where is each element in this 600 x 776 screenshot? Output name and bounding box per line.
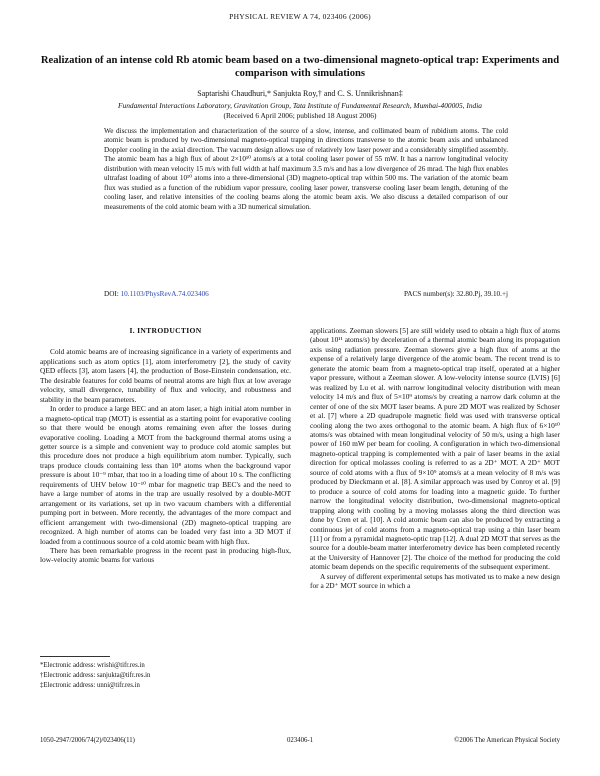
doi-link[interactable]: 10.1103/PhysRevA.74.023406 <box>120 290 209 298</box>
column-left <box>40 326 291 565</box>
footer-issn: 1050-2947/2006/74(2)/023406(11) <box>40 737 135 744</box>
column-right <box>310 326 560 591</box>
section-heading: I. INTRODUCTION <box>129 326 202 335</box>
paragraph: A survey of different experimental setups has motivated us to make a new design for a 2D⁺ MOT source in which a <box>310 571 560 591</box>
footnote-email: ‡Electronic address: unni@tifr.res.in <box>40 682 140 689</box>
paragraph: Cold atomic beams are of increasing significance in a variety of experiments and applications such as atom optics [1], atom interferometry [2], the study of cavity QED effects [3], atom lasers [4], the production of Bose-Einstein condensation, etc. The desirable features for cold beams of neutral atoms are high flux at low average velocity, small divergence, tunability of flux and velocity, and robustness and stability in the beam parameters. <box>40 347 291 404</box>
paragraph: applications. Zeeman slowers [5] are still widely used to obtain a high flux of atoms (about 10¹¹ atoms/s) by deceleration of a thermal atomic beam along its propagation axis using radiation pressure. Zeeman slowers give a high flux of atoms at the expense of a relatively large divergence of the atomic beam. The recent trend is to generate the atomic beam from a magneto-optical trap itself, operated at a higher vapor pressure, without a Zeeman slower. A low-velocity intense source (LVIS) [6] was realized by Lu et al. with narrow longitudinal velocity distribution with mean velocity 14 m/s and flux of 5×10⁹ atoms/s by creating a narrow dark column at the center of one of the six MOT laser beams. A pure 2D MOT was realized by Schoser et al. [7] where a 2D quadrupole magnetic field was used with transverse optical cooling along the two axes orthogonal to the atomic beam. A high flux of 6×10¹⁰ atoms/s was obtained with mean longitudinal velocity of 50 m/s, using a high laser power of 160 mW per beam for cooling. A configuration in which two-dimensional magneto-optical trapping is complemented with a pair of laser beams in the axial direction for optical molasses cooling is referred to as a 2D⁺ MOT. A 2D⁺ MOT source of cold atoms with a flux of 9×10⁹ atoms/s at a mean velocity of 8 m/s was produced by Dieckmann et al. [8]. A similar approach was used by Conroy et al. [9] to produce a source of cold atoms for loading into a magnetic guide. To further narrow the longitudinal velocity distribution, two-dimensional magneto-optical trapping along with cooling by a moving molasses along the third direction was done by Cren et al. [10]. A cold atomic beam can also be produced by extracting a continuous jet of cold atoms from a magneto-optical trap using a thin laser beam [11] or from a pyramidal magneto-optic trap [12]. A dual 2D MOT that serves as the source for a double-beam matter interferometry device has been completed recently at the University of Hannover [2]. The choice of the method for producing the cold atomic beam depends on the specific requirements of the subsequent experiment. <box>310 326 560 572</box>
page-number: 023406-1 <box>286 737 314 744</box>
journal-header: PHYSICAL REVIEW A 74, 023406 (2006) <box>229 12 371 21</box>
pacs-numbers: PACS number(s): 32.80.Pj, 39.10.+j <box>403 290 508 298</box>
footnote-email: †Electronic address: sanjukta@tifr.res.in <box>40 672 151 679</box>
paragraph: There has been remarkable progress in the recent past in producing high-flux, low-velocity atomic beams for various <box>40 545 291 565</box>
copyright: ©2006 The American Physical Society <box>454 737 560 744</box>
footnotes <box>40 661 291 691</box>
footnote-rule <box>40 656 110 657</box>
abstract: We discuss the implementation and characterization of the source of a slow, intense, and collimated beam of rubidium atoms. The cold atomic beam is produced by two-dimensional magneto-optical trapping in directions transverse to the atomic beam axis and unbalanced Doppler cooling in the axial direction. The vacuum design allows use of relatively low laser power and a considerably simplified assembly. The atomic beam has a high flux of about 2×10¹⁰ atoms/s at a total cooling laser power of 55 mW. It has a narrow longitudinal velocity distribution with mean velocity 15 m/s with full width at half maximum 3.5 m/s and has a low divergence of 26 mrad. The high flux enables ultrafast loading of about 10¹⁰ atoms into a three-dimensional (3D) magneto-optical trap within 500 ms. The variation of the atomic beam flux was studied as a function of the rubidium vapor pressure, cooling laser power, transverse cooling laser beam length, detuning of the cooling laser, and relative intensities of the cooling beams along the atomic beam axis. We also discuss a detailed comparison of our measurements of the cold atomic beam with a 3D numerical simulation. <box>104 127 508 211</box>
doi-line <box>104 290 508 298</box>
page-footer <box>40 737 560 744</box>
paper-title: Realization of an intense cold Rb atomic beam based on a two-dimensional magneto-optical trap: Experiments and comparison with simulations <box>40 55 560 79</box>
author-list: Saptarishi Chaudhuri,* Sanjukta Roy,† and C. S. Unnikrishnan‡ <box>197 89 403 98</box>
doi-label: DOI: <box>104 290 119 298</box>
received-date: (Received 6 April 2006; published 18 August 2006) <box>223 111 377 120</box>
footnote-email: *Electronic address: wrishi@tifr.res.in <box>40 662 145 669</box>
paragraph: In order to produce a large BEC and an atom laser, a high initial atom number in a magneto-optical trap (MOT) is essential as a starting point for evaporative cooling so that there would be enough atoms remaining even after the losses during evaporative cooling. Loading a MOT from the background thermal atoms using a getter source is a simple and convenient way to produce cold atomic samples but this procedure does not produce a high equilibrium atom number. Typically, such traps produce clouds containing less than 10⁸ atoms when the background vapor pressure is about 10⁻⁹ mbar, that too in a loading time of about 10 s. The conflicting requirements of UHV below 10⁻¹⁰ mbar for magnetic trap BEC's and the need to have a large number of atoms in the trap are usually resolved by a double-MOT arrangement or its variations, set up in two vacuum chambers with a differential pumping port in between. More recently, the advantages of the more compact and efficient arrangement with two-dimensional (2D) magneto-optical trapping are recognized. A high number of atoms can be loaded very fast into a 3D MOT if loaded from a continuous source of a cold atomic beam with high flux. <box>40 404 291 546</box>
affiliation: Fundamental Interactions Laboratory, Gravitation Group, Tata Institute of Fundamental Research, Mumbai-400005, India <box>118 101 482 110</box>
